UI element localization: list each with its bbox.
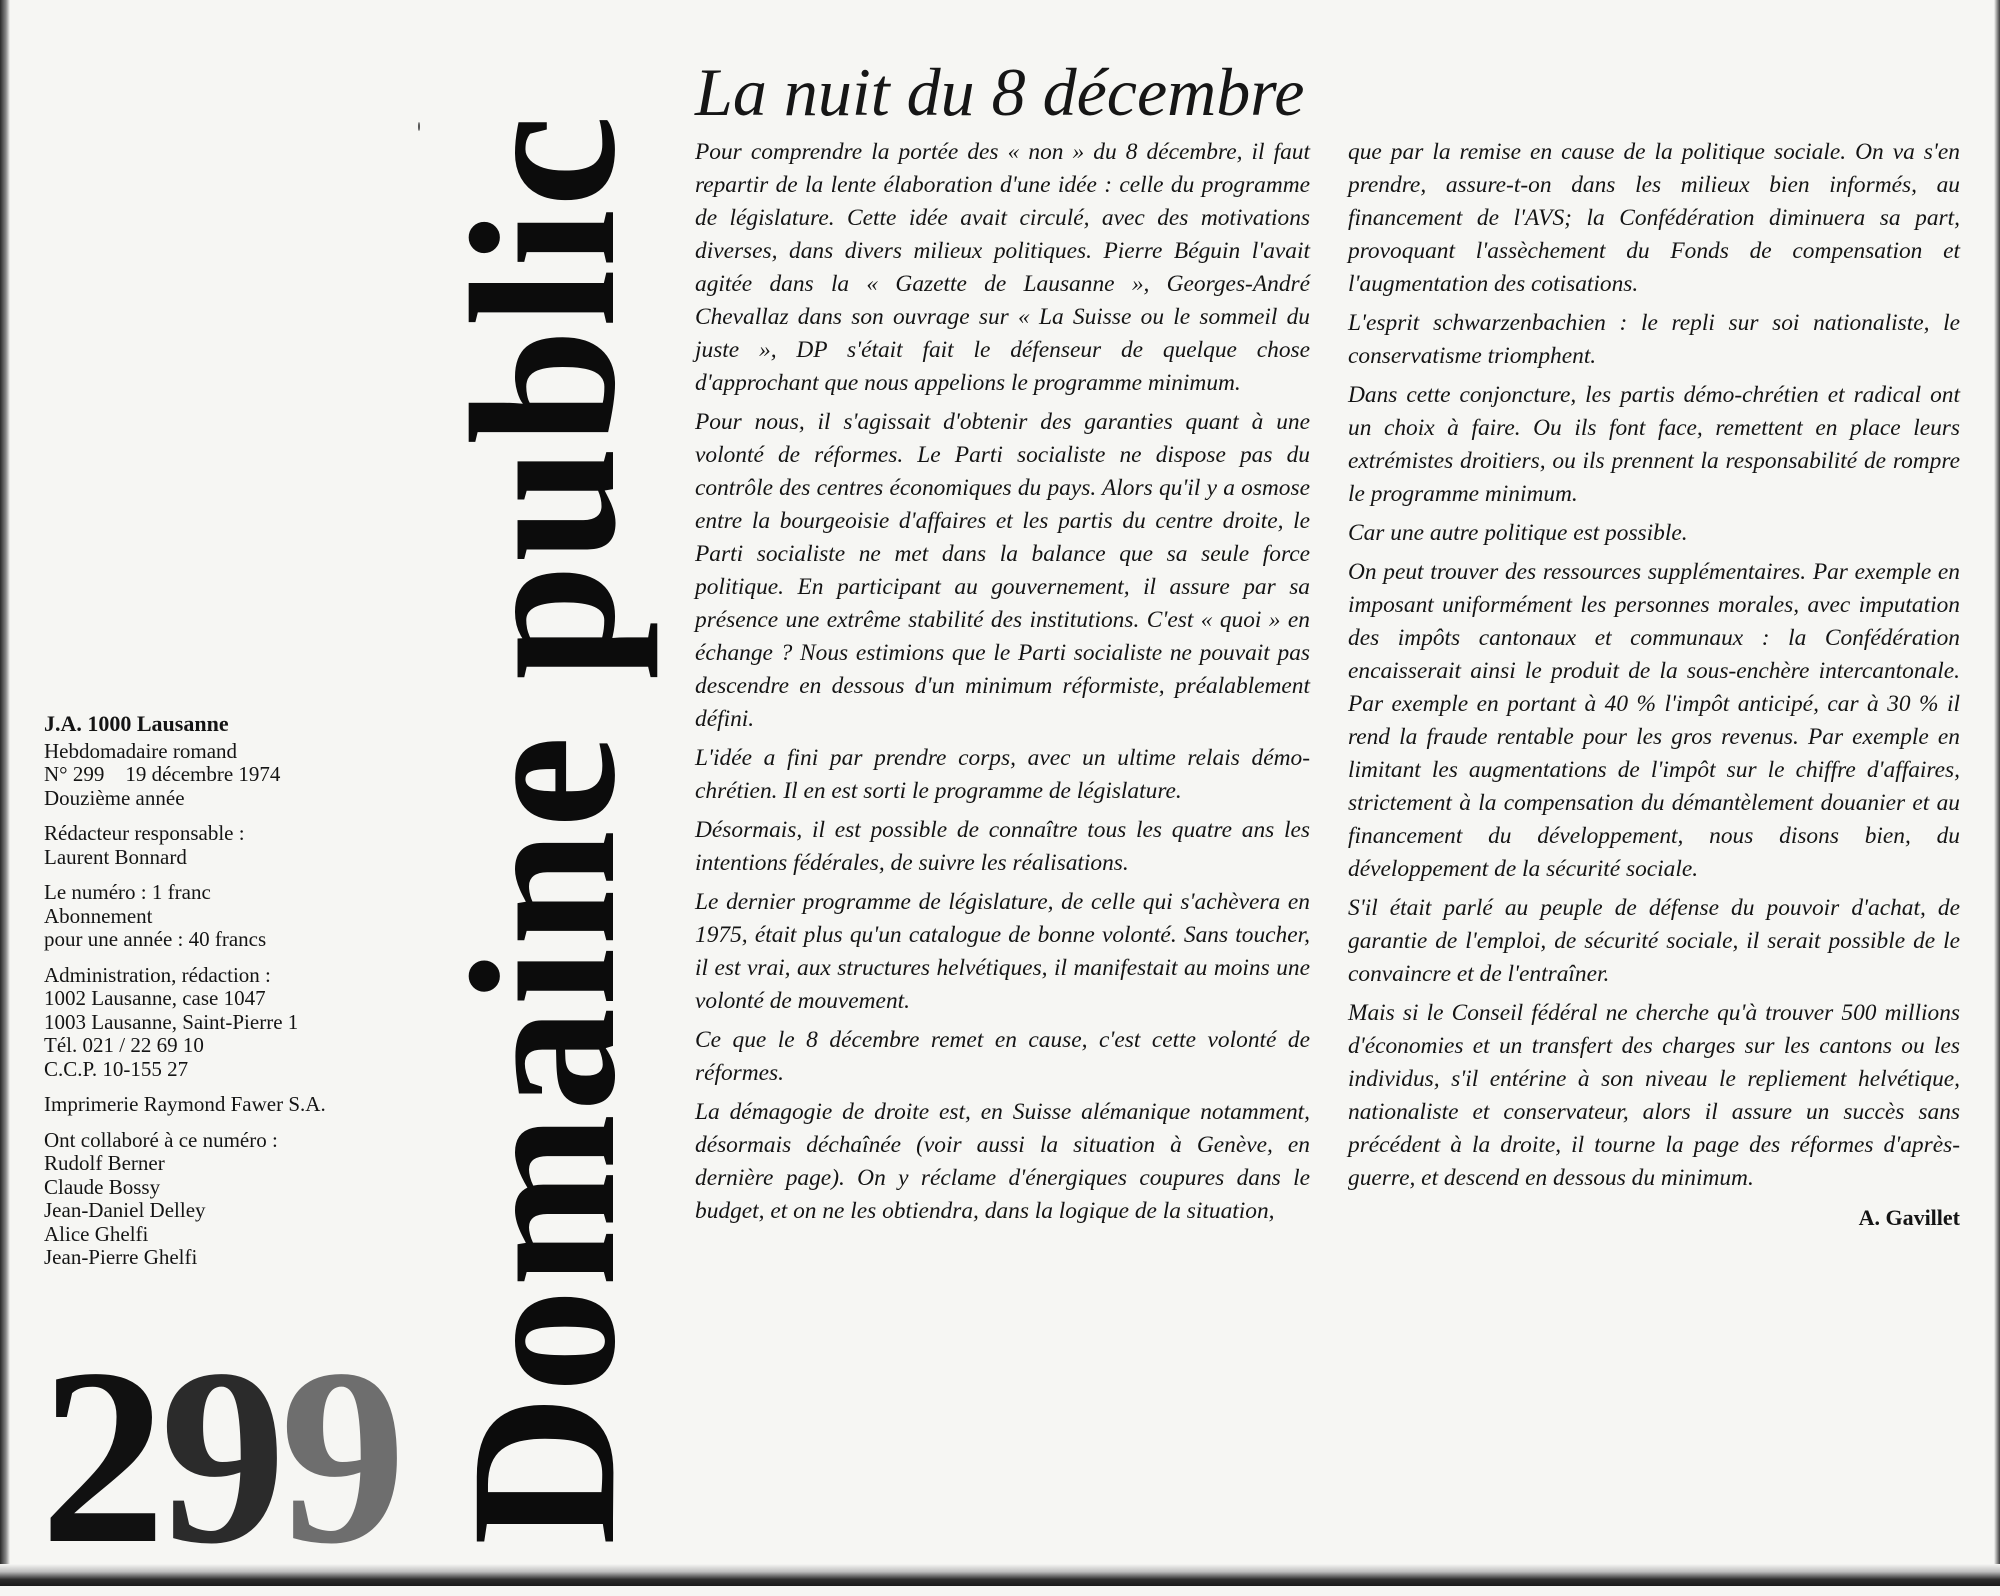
- issue-digit: 2: [40, 1316, 160, 1596]
- editor-label: Rédacteur responsable :: [44, 821, 245, 845]
- publication-details: [44, 740, 464, 811]
- article-paragraph: La démagogie de droite est, en Suisse alémanique notamment, désormais déchaînée (voir aussi la situation à Genève, en dernière page). On y réclame d'énergiques coupures dans le budget, et on ne les obtiendra, dans la logique de la situation,: [695, 1099, 1310, 1224]
- article-column-2: [1348, 136, 1960, 1240]
- admin-address-2: 1003 Lausanne, Saint-Pierre 1: [44, 1009, 299, 1034]
- price-block: [44, 881, 464, 952]
- contributor: Jean-Pierre Ghelfi: [44, 1245, 198, 1269]
- scan-edge-left: [0, 0, 10, 1586]
- article-column-1: [695, 136, 1310, 1234]
- publication-info: [44, 712, 464, 1282]
- printer: Imprimerie Raymond Fawer S.A.: [44, 1092, 326, 1116]
- contributor: Alice Ghelfi: [44, 1221, 149, 1246]
- admin-ccp: C.C.P. 10-155 27: [44, 1056, 189, 1081]
- contributor: Rudolf Berner: [44, 1151, 165, 1175]
- article-paragraph: On peut trouver des ressources supplémentaires. Par exemple en imposant uniformément les personnes morales, avec imputation des impôts cantonaux et communaux : la Confédération encaisserait ainsi le produit de la sous-enchère intercantonale. Par exemple en portant à 40 % l'impôt anticipé, car à 30 % il rend la fraude rentable pour les gros revenus. Par exemple en limitant les augmentations de l'impôt sur le chiffre d'affaires, strictement à la compensation du démantèlement douanier et au financement du développement, nous disons bien, du développement de la sécurité sociale.: [1348, 559, 1960, 882]
- article-paragraph: Désormais, il est possible de connaître tous les quatre ans les intentions fédérales, de suivre les réalisations.: [695, 817, 1310, 876]
- article-paragraph: que par la remise en cause de la politique sociale. On va s'en prendre, assure-t-on dans les milieux bien informés, au financement de l'AVS; la Confédération diminuera sa part, provoquant l'assèchement du Fonds de compensation et l'augmentation des cotisations.: [1348, 139, 1960, 297]
- contributor: Jean-Daniel Delley: [44, 1198, 206, 1222]
- article-paragraph: Car une autre politique est possible.: [1348, 520, 1688, 546]
- issue-digit: 9: [280, 1316, 400, 1596]
- issue-number: [40, 1316, 400, 1596]
- masthead-title: Domaine public: [428, 112, 658, 1546]
- article-paragraph: Dans cette conjoncture, les partis démo-chrétien et radical ont un choix à faire. Ou ils font face, remettent en place leurs extrémistes droitiers, ou ils prennent la responsabilité de rompre le programme minimum.: [1348, 382, 1960, 507]
- article-paragraph: Le dernier programme de législature, de celle qui s'achèvera en 1975, était plus qu'un catalogue de bonne volonté. Sans toucher, il est vrai, aux structures helvétiques, il manifestait au moins une volonté de mouvement.: [695, 889, 1310, 1014]
- publication-frequency: Hebdomadaire romand: [44, 738, 238, 763]
- publication-year: Douzième année: [44, 785, 185, 810]
- article-paragraph: L'idée a fini par prendre corps, avec un ultime relais démo-chrétien. Il en est sorti le programme de législature.: [695, 745, 1310, 804]
- scan-speck: [418, 122, 420, 131]
- editor-name: Laurent Bonnard: [44, 844, 187, 869]
- article-paragraph: L'esprit schwarzenbachien : le repli sur soi nationaliste, le conservatisme triomphent.: [1348, 310, 1960, 369]
- article-paragraph: Mais si le Conseil fédéral ne cherche qu'à trouver 500 millions d'économies et un transfert des charges sur les cantons ou les individus, s'il entérine à son niveau le repliement helvétique, nationaliste et conservateur, alors il assure un succès sans précédent à la droite, il tourne la page des réformes d'après-guerre, et descend en dessous du minimum.: [1348, 1000, 1960, 1191]
- ja-address: J.A. 1000 Lausanne: [44, 711, 229, 736]
- contributor: Claude Bossy: [44, 1174, 161, 1199]
- admin-phone: Tél. 021 / 22 69 10: [44, 1033, 204, 1057]
- admin-address-1: 1002 Lausanne, case 1047: [44, 986, 266, 1010]
- article-paragraph: S'il était parlé au peuple de défense du pouvoir d'achat, de garantie de l'emploi, de sécurité sociale, il serait possible de le convaincre et de l'entraîner.: [1348, 895, 1960, 987]
- issue-digit: 9: [160, 1316, 280, 1596]
- article-paragraph: Ce que le 8 décembre remet en cause, c'est cette volonté de réformes.: [695, 1027, 1310, 1086]
- contributors-block: [44, 1129, 464, 1270]
- subscription-price: pour une année : 40 francs: [44, 927, 267, 951]
- admin-block: [44, 964, 464, 1082]
- price-single: Le numéro : 1 franc: [44, 880, 211, 904]
- scan-edge-right: [1994, 0, 2000, 1586]
- subscription-label: Abonnement: [44, 903, 153, 928]
- article-title: La nuit du 8 décembre: [695, 54, 1305, 130]
- article-paragraph: Pour nous, il s'agissait d'obtenir des garanties quant à une volonté de réformes. Le Parti socialiste ne dispose pas du contrôle des centres économiques du pays. Alors qu'il y a osmose entre la bourgeoisie d'affaires et les partis du centre droite, le Parti socialiste ne met dans la balance que sa seule force politique. En participant au gouvernement, il assure par sa présence une extrême stabilité des institutions. C'est « quoi » en échange ? Nous estimions que le Parti socialiste ne pouvait pas descendre en dessous d'un minimum réformiste, préalablement défini.: [695, 409, 1310, 732]
- contributors-heading: Ont collaboré à ce numéro :: [44, 1127, 278, 1152]
- admin-label: Administration, rédaction :: [44, 962, 271, 987]
- issue-date: N° 299 19 décembre 1974: [44, 762, 281, 786]
- article-author: A. Gavillet: [1858, 1205, 1960, 1230]
- article-paragraph: Pour comprendre la portée des « non » du 8 décembre, il faut repartir de la lente élaboration d'une idée : celle du programme de législature. Cette idée avait circulé, avec des motivations diverses, dans divers milieux politiques. Pierre Béguin l'avait agitée dans la « Gazette de Lausanne », Georges-André Chevallaz dans son ouvrage sur « La Suisse ou le sommeil du juste », DP s'était fait le défenseur de quelque chose d'approchant que nous appelions le programme minimum.: [695, 139, 1310, 396]
- editor-block: [44, 822, 464, 869]
- masthead-container: [428, 112, 658, 1546]
